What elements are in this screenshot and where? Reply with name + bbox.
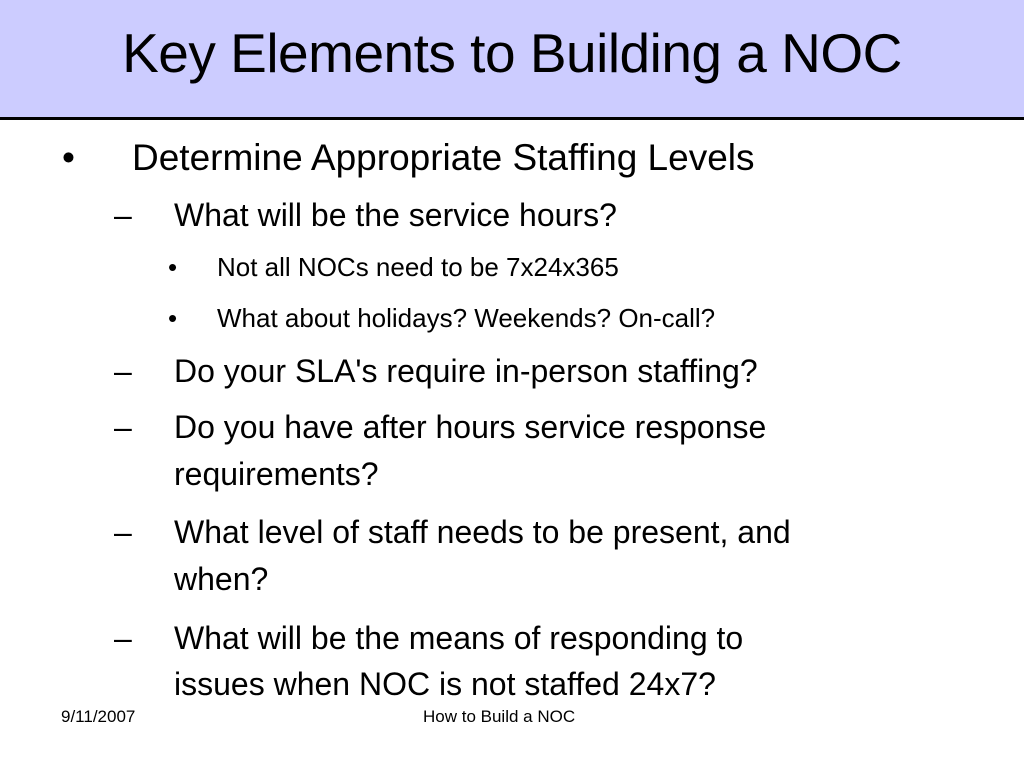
- bullet-text-continued: issues when NOC is not staffed 24x7?: [174, 666, 716, 702]
- dash-icon: –: [114, 409, 132, 445]
- footer-title: How to Build a NOC: [423, 707, 576, 726]
- bullet-text: What level of staff needs to be present, and: [174, 514, 791, 550]
- bullet-text: Not all NOCs need to be 7x24x365: [217, 252, 619, 282]
- bullet-icon: •: [168, 252, 178, 282]
- bullet-text: What will be the service hours?: [174, 197, 617, 233]
- bullet-text-continued: when?: [174, 561, 269, 597]
- dash-icon: –: [114, 514, 132, 550]
- bullet-icon: •: [168, 303, 178, 333]
- footer-date: 9/11/2007: [61, 707, 136, 726]
- slide-title: Key Elements to Building a NOC: [122, 22, 902, 84]
- title-rule: [0, 117, 1024, 120]
- bullet-icon: •: [62, 137, 75, 178]
- dash-icon: –: [114, 353, 132, 389]
- bullet-text: What will be the means of responding to: [174, 620, 744, 656]
- bullet-text: Determine Appropriate Staffing Levels: [132, 137, 755, 178]
- bullet-text: What about holidays? Weekends? On-call?: [217, 303, 716, 333]
- dash-icon: –: [114, 620, 132, 656]
- bullet-text: Do you have after hours service response: [174, 409, 767, 445]
- dash-icon: –: [114, 197, 132, 233]
- bullet-text: Do your SLA's require in-person staffing?: [174, 353, 758, 389]
- bullet-text-continued: requirements?: [174, 456, 379, 492]
